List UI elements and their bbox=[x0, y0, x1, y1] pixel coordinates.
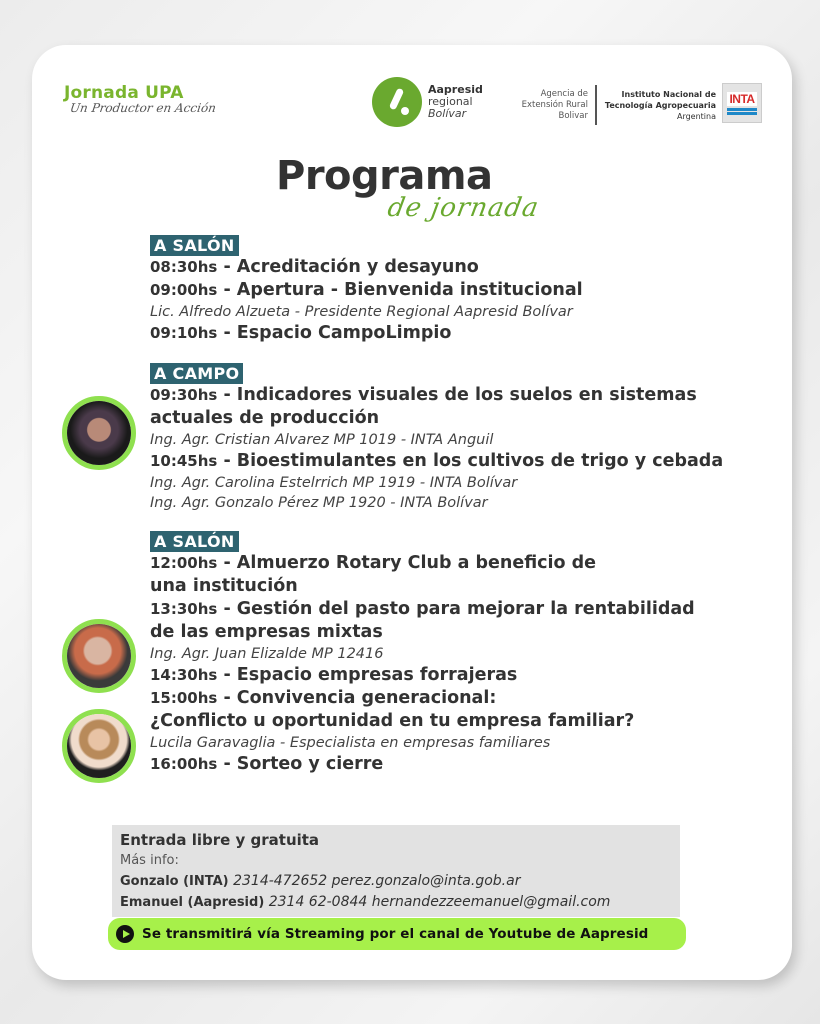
item-speaker: Lucila Garavaglia - Especialista en empresas familiares bbox=[150, 735, 551, 751]
header-divider bbox=[595, 85, 597, 125]
item-speaker: Ing. Agr. Juan Elizalde MP 12416 bbox=[150, 646, 384, 662]
item-title-continued: una institución bbox=[150, 576, 298, 596]
schedule-item bbox=[150, 552, 790, 575]
schedule-item bbox=[150, 687, 790, 710]
inta-line1: Instituto Nacional de bbox=[621, 90, 716, 99]
item-title: - Espacio CampoLimpio bbox=[217, 323, 452, 343]
agencia-line2: Extensión Rural bbox=[521, 100, 588, 110]
item-time: 08:30hs bbox=[150, 258, 218, 276]
item-time: 09:30hs bbox=[150, 386, 218, 404]
more-info-label: Más info: bbox=[120, 853, 179, 868]
item-title-continued: de las empresas mixtas bbox=[150, 622, 383, 642]
item-title: - Almuerzo Rotary Club a beneficio de bbox=[217, 553, 597, 573]
inta-logo-text: INTA bbox=[729, 91, 755, 106]
item-time: 16:00hs bbox=[150, 755, 218, 773]
page-title: Programa bbox=[276, 153, 493, 199]
brand-title: Jornada UPA bbox=[64, 83, 184, 103]
streaming-text: Se transmitirá vía Streaming por el canal de Youtube de Aapresid bbox=[142, 926, 649, 942]
schedule-item bbox=[150, 753, 790, 776]
item-title: - Bioestimulantes en los cultivos de trigo y cebada bbox=[217, 451, 724, 471]
speaker-avatar-garavaglia bbox=[62, 709, 136, 783]
contact-name: Gonzalo (INTA) bbox=[120, 874, 229, 889]
speaker-avatar-elizalde bbox=[62, 619, 136, 693]
item-title: - Convivencia generacional: bbox=[217, 688, 497, 708]
item-title: - Indicadores visuales de los suelos en sistemas bbox=[217, 385, 697, 405]
person-photo-icon bbox=[67, 624, 131, 688]
schedule-item bbox=[150, 664, 790, 687]
section-badge: A SALÓN bbox=[150, 235, 239, 256]
item-title: - Espacio empresas forrajeras bbox=[217, 665, 518, 685]
inta-line2: Tecnología Agropecuaria bbox=[604, 101, 716, 110]
item-time: 09:00hs bbox=[150, 281, 218, 299]
item-title: - Apertura - Bienvenida institucional bbox=[217, 280, 583, 300]
schedule-item bbox=[150, 256, 790, 279]
inta-label bbox=[602, 89, 716, 122]
program-schedule bbox=[150, 235, 790, 794]
speaker-avatar-alvarez bbox=[62, 396, 136, 470]
item-time: 12:00hs bbox=[150, 554, 218, 572]
section-salon-afternoon bbox=[150, 531, 790, 776]
aapresid-name: Aapresid bbox=[428, 83, 483, 96]
section-badge: A CAMPO bbox=[150, 363, 243, 384]
person-photo-icon bbox=[67, 401, 131, 465]
item-time: 09:10hs bbox=[150, 324, 218, 342]
item-time: 13:30hs bbox=[150, 600, 218, 618]
page-subtitle: de jornada bbox=[385, 193, 542, 223]
poster-card bbox=[32, 45, 792, 980]
item-time: 10:45hs bbox=[150, 452, 218, 470]
inta-logo-icon bbox=[722, 83, 762, 123]
agencia-label bbox=[502, 89, 588, 122]
free-entry-label: Entrada libre y gratuita bbox=[120, 831, 320, 849]
item-title: - Sorteo y cierre bbox=[217, 754, 384, 774]
contact-name: Emanuel (Aapresid) bbox=[120, 895, 265, 910]
play-icon bbox=[116, 925, 134, 943]
item-time: 15:00hs bbox=[150, 689, 218, 707]
item-speaker: Ing. Agr. Carolina Estelrrich MP 1919 - INTA Bolívar bbox=[150, 475, 518, 491]
contact-details[interactable]: 2314 62-0844 hernandezzeemanuel@gmail.com bbox=[264, 894, 611, 910]
item-speaker: Ing. Agr. Gonzalo Pérez MP 1920 - INTA Bolívar bbox=[150, 495, 488, 511]
brand-subtitle: Un Productor en Acción bbox=[69, 101, 217, 115]
agencia-line1: Agencia de bbox=[540, 89, 588, 99]
section-salon-morning bbox=[150, 235, 790, 345]
jornada-upa-logo bbox=[64, 83, 216, 115]
contact-details[interactable]: 2314-472652 perez.gonzalo@inta.gob.ar bbox=[228, 873, 521, 889]
inta-line3: Argentina bbox=[676, 112, 716, 121]
schedule-item bbox=[150, 384, 790, 407]
item-title: - Gestión del pasto para mejorar la rentabilidad bbox=[217, 599, 695, 619]
aapresid-regional: regional bbox=[428, 95, 473, 108]
schedule-item bbox=[150, 279, 790, 302]
section-campo bbox=[150, 363, 790, 513]
aapresid-badge-icon bbox=[374, 79, 420, 125]
item-speaker: Ing. Agr. Cristian Alvarez MP 1019 - INTA Anguil bbox=[150, 432, 494, 448]
section-badge: A SALÓN bbox=[150, 531, 239, 552]
schedule-item bbox=[150, 322, 790, 345]
item-speaker: Lic. Alfredo Alzueta - Presidente Regional Aapresid Bolívar bbox=[150, 304, 573, 320]
streaming-banner[interactable] bbox=[108, 918, 686, 950]
contact-emanuel bbox=[120, 892, 672, 913]
contact-gonzalo bbox=[120, 871, 672, 892]
person-photo-icon bbox=[67, 714, 131, 778]
aapresid-city: Bolívar bbox=[428, 107, 467, 120]
item-time: 14:30hs bbox=[150, 666, 218, 684]
schedule-item bbox=[150, 450, 790, 473]
aapresid-logo bbox=[374, 79, 483, 125]
item-title-continued: actuales de producción bbox=[150, 408, 380, 428]
schedule-item bbox=[150, 598, 790, 621]
agencia-line3: Bolivar bbox=[558, 111, 588, 121]
item-title-continued: ¿Conflicto u oportunidad en tu empresa familiar? bbox=[150, 711, 635, 731]
info-box bbox=[112, 825, 680, 917]
item-title: - Acreditación y desayuno bbox=[217, 257, 479, 277]
